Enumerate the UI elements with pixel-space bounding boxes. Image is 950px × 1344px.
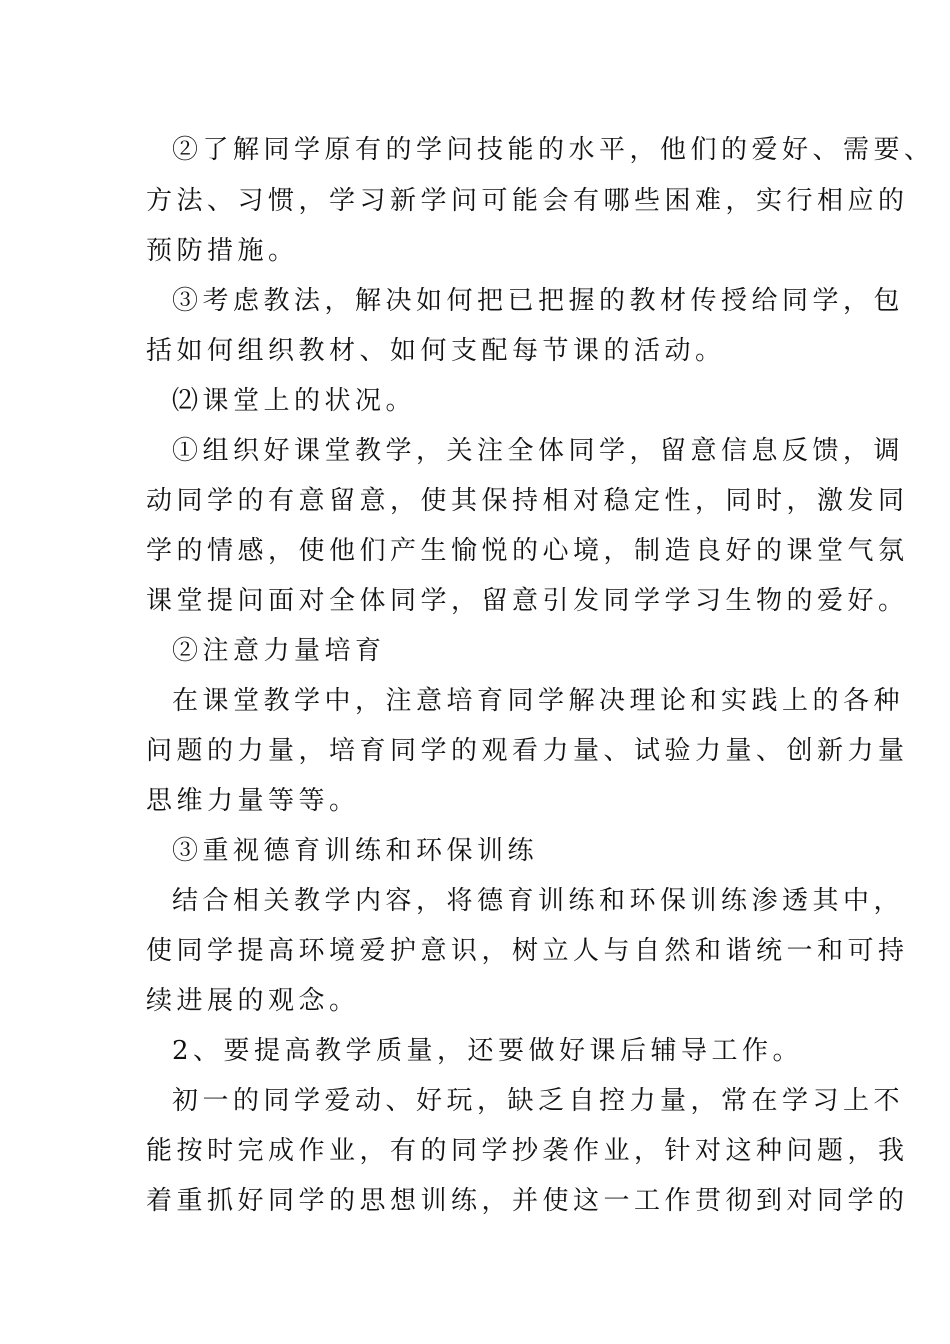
text-line-5: 括如何组织教材、如何支配每节课的活动。 (146, 336, 726, 366)
text-line-16: 结合相关教学内容，将德育训练和环保训练渗透其中， (172, 886, 905, 916)
text-line-4: ③考虑教法，解决如何把已把握的教材传授给同学，包 (172, 286, 905, 316)
text-line-22: 着重抓好同学的思想训练，并使这一工作贯彻到对同学的 (146, 1186, 909, 1216)
text-line-10: 课堂提问面对全体同学，留意引发同学学习生物的爱好。 (146, 586, 909, 616)
text-line-1: ②了解同学原有的学问技能的水平，他们的爱好、需要、 (172, 135, 935, 165)
text-line-2: 方法、习惯，学习新学问可能会有哪些困难，实行相应的 (146, 186, 909, 216)
text-line-20: 初一的同学爱动、好玩，缺乏自控力量，常在学习上不 (172, 1086, 905, 1116)
text-line-9: 学的情感，使他们产生愉悦的心境，制造良好的课堂气氛 (146, 536, 909, 566)
text-line-7: ①组织好课堂教学，关注全体同学，留意信息反馈，调 (172, 436, 905, 466)
text-line-14: 思维力量等等。 (146, 786, 360, 816)
text-line-18: 续进展的观念。 (146, 986, 360, 1016)
text-line-17: 使同学提高环境爱护意识，树立人与自然和谐统一和可持 (146, 936, 909, 966)
text-line-6: ⑵课堂上的状况。 (172, 386, 417, 416)
text-line-15: ③重视德育训练和环保训练 (172, 836, 539, 866)
text-line-21: 能按时完成作业，有的同学抄袭作业，针对这种问题，我 (146, 1136, 909, 1166)
text-line-8: 动同学的有意留意，使其保持相对稳定性，同时，激发同 (146, 486, 909, 516)
text-line-3: 预防措施。 (146, 236, 299, 266)
text-line-19: 2、要提高教学质量，还要做好课后辅导工作。 (172, 1036, 804, 1066)
text-line-13: 问题的力量，培育同学的观看力量、试验力量、创新力量 (146, 736, 909, 766)
text-line-12: 在课堂教学中，注意培育同学解决理论和实践上的各种 (172, 686, 905, 716)
text-line-11: ②注意力量培育 (172, 636, 386, 666)
